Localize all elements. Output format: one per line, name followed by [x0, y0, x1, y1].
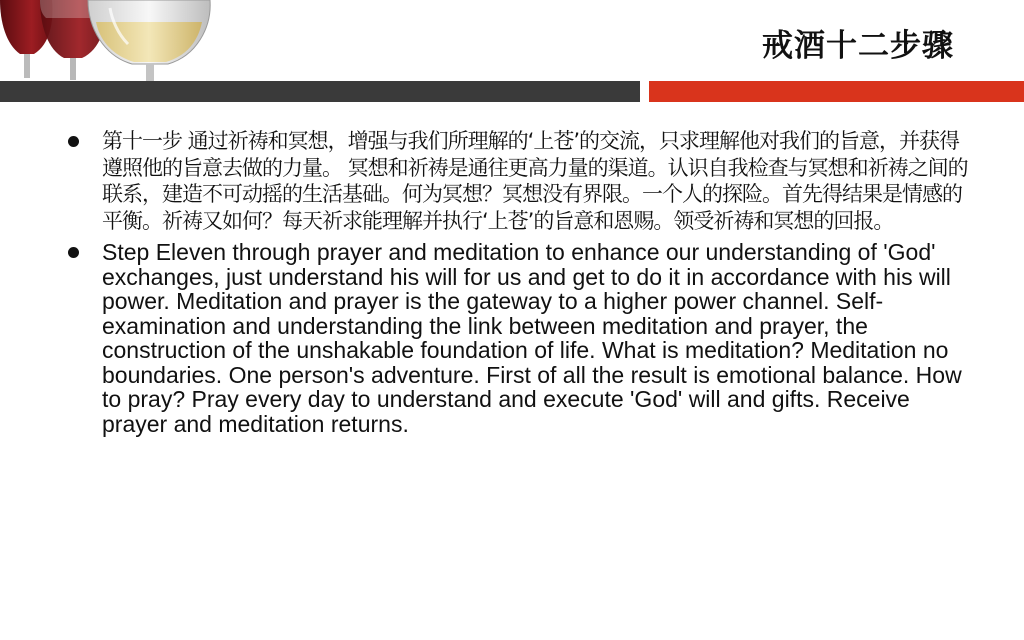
wine-glasses-image [0, 0, 215, 82]
header-bar-dark [0, 81, 640, 102]
list-item [60, 240, 970, 436]
bullet-icon [68, 136, 79, 147]
bullet-list [60, 128, 970, 436]
bullet-text-en: Step Eleven through prayer and meditation to enhance our understanding of 'God' exchanges, just understand his will for us and get to do it in accordance with his will power. Meditation and prayer is the gateway to a higher power channel. Self-examination and understanding the link between meditation and prayer, the construction of the unshakable foundation of life. What is meditation? Meditation no boundaries. One person's adventure. First of all the result is emotional balance. How to pray? Pray every day to understand and execute 'God' will and gifts. Receive prayer and meditation returns. [102, 239, 962, 437]
header-bar-red [649, 81, 1024, 102]
page-title: 戒酒十二步骤 [762, 28, 954, 64]
bullet-text-zh: 第十一步 通过祈祷和冥想，增强与我们所理解的‘上苍’的交流，只求理解他对我们的旨意，并获得遵照他的旨意去做的力量。 冥想和祈祷是通往更高力量的渠道。认识自我检查与冥想和祈祷之间的联系，建造不可动摇的生活基础。何为冥想？冥想没有界限。一个人的探险。首先得结果是情感的平衡。祈祷又如何？每天祈求能理解并执行‘上苍’的旨意和恩赐。领受祈祷和冥想的回报。 [102, 129, 968, 233]
list-item [60, 128, 970, 234]
bullet-icon [68, 247, 79, 258]
